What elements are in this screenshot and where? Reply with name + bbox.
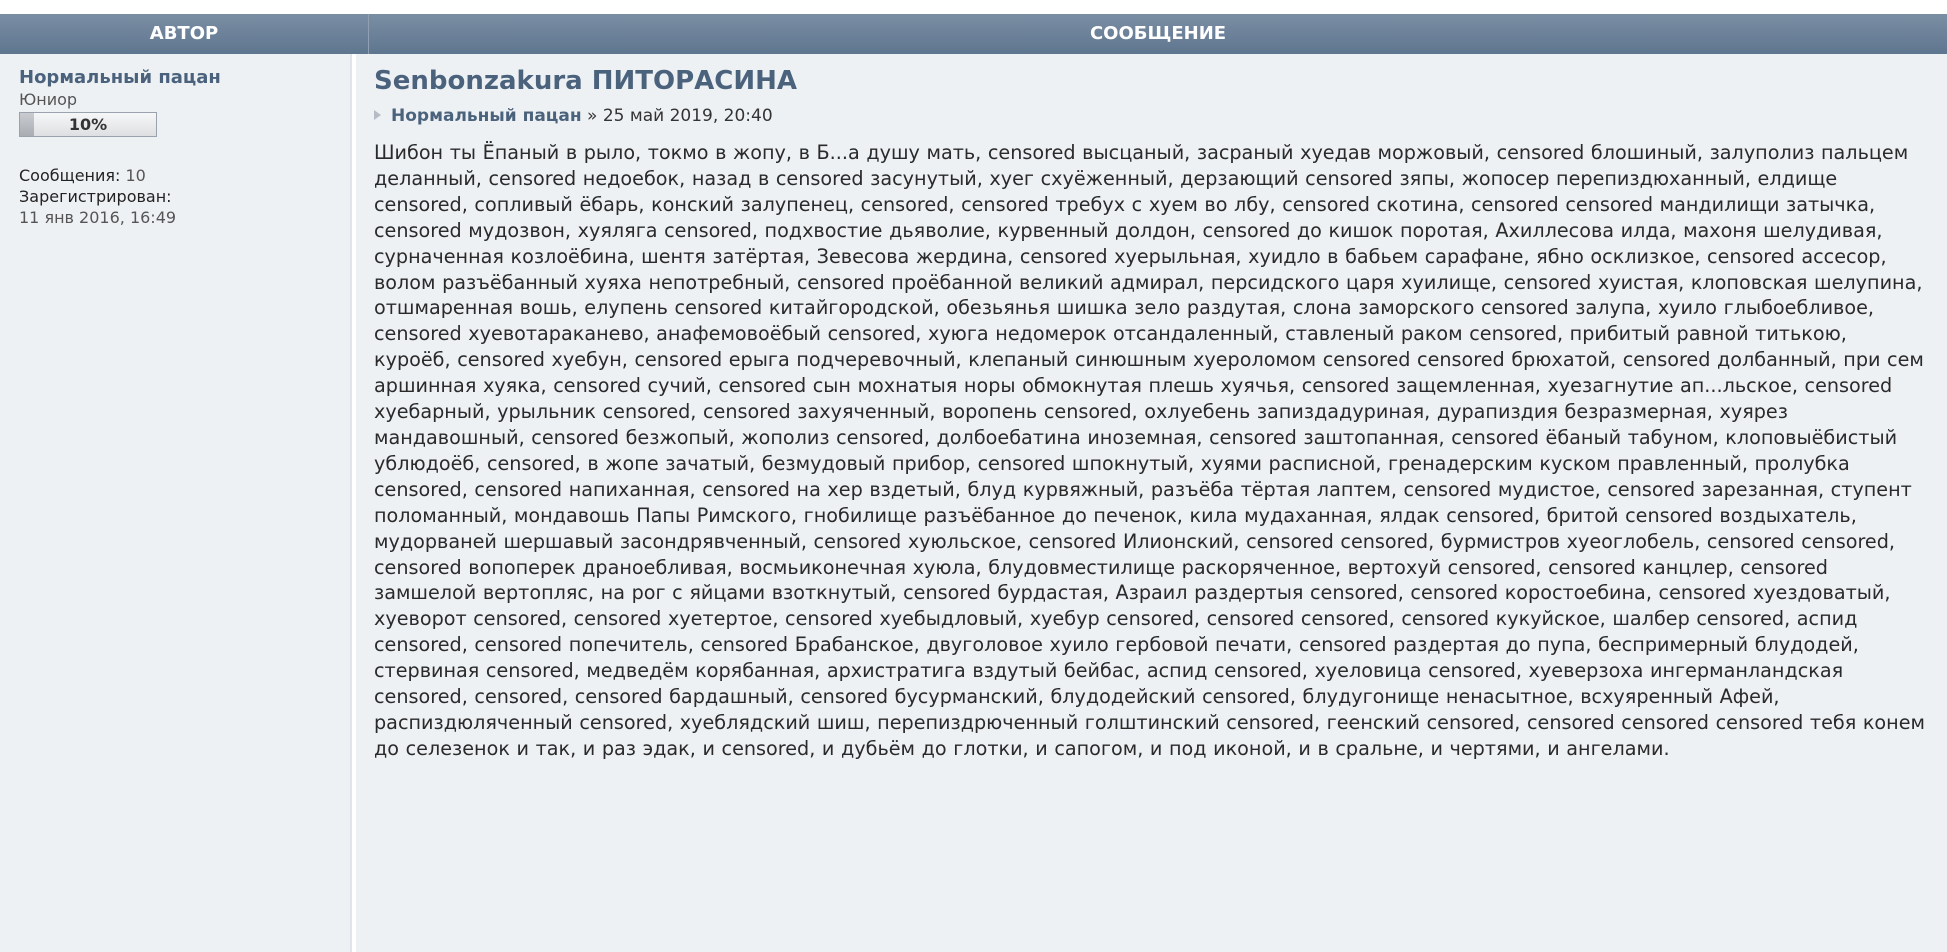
author-stats [19, 165, 350, 228]
rank-progress-label: 10% [68, 115, 108, 134]
author-username-link[interactable]: Нормальный пацан [19, 67, 221, 88]
post-date: » 25 май 2019, 20:40 [587, 106, 773, 126]
post-link-arrow-icon[interactable] [374, 110, 381, 120]
author-rank: Юниор [19, 90, 78, 109]
post-content-panel [356, 54, 1947, 952]
post-meta [374, 104, 1927, 128]
posts-value: 10 [125, 166, 146, 185]
post-author-link[interactable]: Нормальный пацан [391, 106, 582, 126]
top-strip [0, 0, 1947, 15]
topic-header-row [0, 14, 1947, 54]
author-column-header: АВТОР [0, 14, 369, 54]
author-profile-panel [0, 54, 352, 952]
rank-progress-bar [19, 112, 157, 137]
registered-value: 11 янв 2016, 16:49 [19, 208, 177, 227]
post-title[interactable]: Senbonzakura ПИТОРАСИНА [374, 66, 798, 96]
post-row [0, 54, 1947, 952]
posts-count [19, 165, 350, 186]
post-body: Шибон ты Ёпаный в рыло, токмо в жопу, в Б...а душу мать, censored высцаный, засраный хуедав моржовый, censored блошиный, залуполиз пальцем деланный, censored недоебок, назад в censored засунутый, хуег схуёженный, дерзающий censored зяпы, жопосер перепиздюханный, елдище censored, сопливый ёбарь, конский залупенец, censored, censored требух с хуем во лбу, censored скотина, censored censored мандилищи затычка, censored мудозвон, хуяляга censored, подхвостие дьяволие, курвенный долдон, censored до кишок поротая, Ахиллесова илда, махоня шелудивая, сурначенная козлоёбина, шентя затёртая, Зевесова жердина, censored хуерыльная, хуидло в бабьем сарафане, ябно осклизкое, censored ассесор, волом разъёбанный хуяха непотребный, censored проёбанной великий адмирал, персидского царя хуилище, censored хуистая, клоповская шелупина, отшмаренная вошь, елупень censored китайгородской, обезьянья шишка зело раздутая, слона заморского censored залупа, хуило глыбоебливое, censored хуевотараканево, анафемовоёбый censored, хуюга недомерок отсандаленный, ставленый раком censored, прибитый равной титькою, куроёб, censored хуебун, censored ерыга подчеревочный, клепаный синюшным хуероломом censored censored брюхатой, censored долбанный, при сем аршинная хуяка, censored сучий, censored сын мохнатыя норы обмокнутая плешь хуячья, censored защемленная, хуезагнутие ап...льское, censored хуебарный, урыльник censored, censored захуяченный, воропень censored, охлуебень запиздадуриная, дурапиздия безразмерная, хуярез мандавошный, censored безжопый, жополиз censored, долбоебатина иноземная, censored заштопанная, censored ёбаный табуном, клоповыёбистый ублюдоёб, censored, в жопе зачатый, безмудовый прибор, censored шпокнутый, хуями расписной, гренадерским куском правленный, пролубка censored, censored напиханная, censored на хер вздетый, блуд курвяжный, разъёба тёртая лаптем, censored мудистое, censored зарезанная, ступент поломанный, мондавошь Папы Римского, гнобилище разъёбанное до печенок, кила мудаханная, ялдак censored, бритой censored воздыхатель, мудорваней шершавый засондрявченный, censored хуюльское, censored Илионский, censored censored, бурмистров хуеоглобель, censored censored, censored вопоперек драноебливая, восмьиконечная хуюла, блудовместилище раскоряченное, вертохуй censored, censored канцлер, censored замшелой вертопляс, на рог с яйцами взоткнутый, censored бурдастая, Азраил раздертыя censored, censored коростоебина, censored хуездоватый, хуеворот censored, censored хуетертое, censored хуебыдловый, хуебур censored, censored censored, censored кукуйское, шалбер censored, аспид censored, censored попечитель, censored Брабанское, двуголовое хуило гербовой печати, censored раздертая до пупа, беспримерный блудодей, стервиная censored, медведём корябанная, архистратига вздутый бейбас, аспид censored, хуеловица censored, хуеверзоха ингерманландская censored, censored, censored бардашный, censored бусурманский, блудодейский censored, блудугонище ненасытное, всхуяренный Афей, распиздюляченный censored, хуеблядский шиш, перепиздрюченный голштинский censored, геенский censored, censored censored censored тебя конем до селезенок и так, и раз эдак, и censored, и дубьём до глотки, и сапогом, и под иконой, и в сральне, и чертями, и ангелами. [374, 141, 1925, 760]
message-column-header: СООБЩЕНИЕ [1089, 23, 1227, 44]
registered-label: Зарегистрирован: [19, 187, 172, 206]
posts-label: Сообщения: [19, 166, 121, 185]
